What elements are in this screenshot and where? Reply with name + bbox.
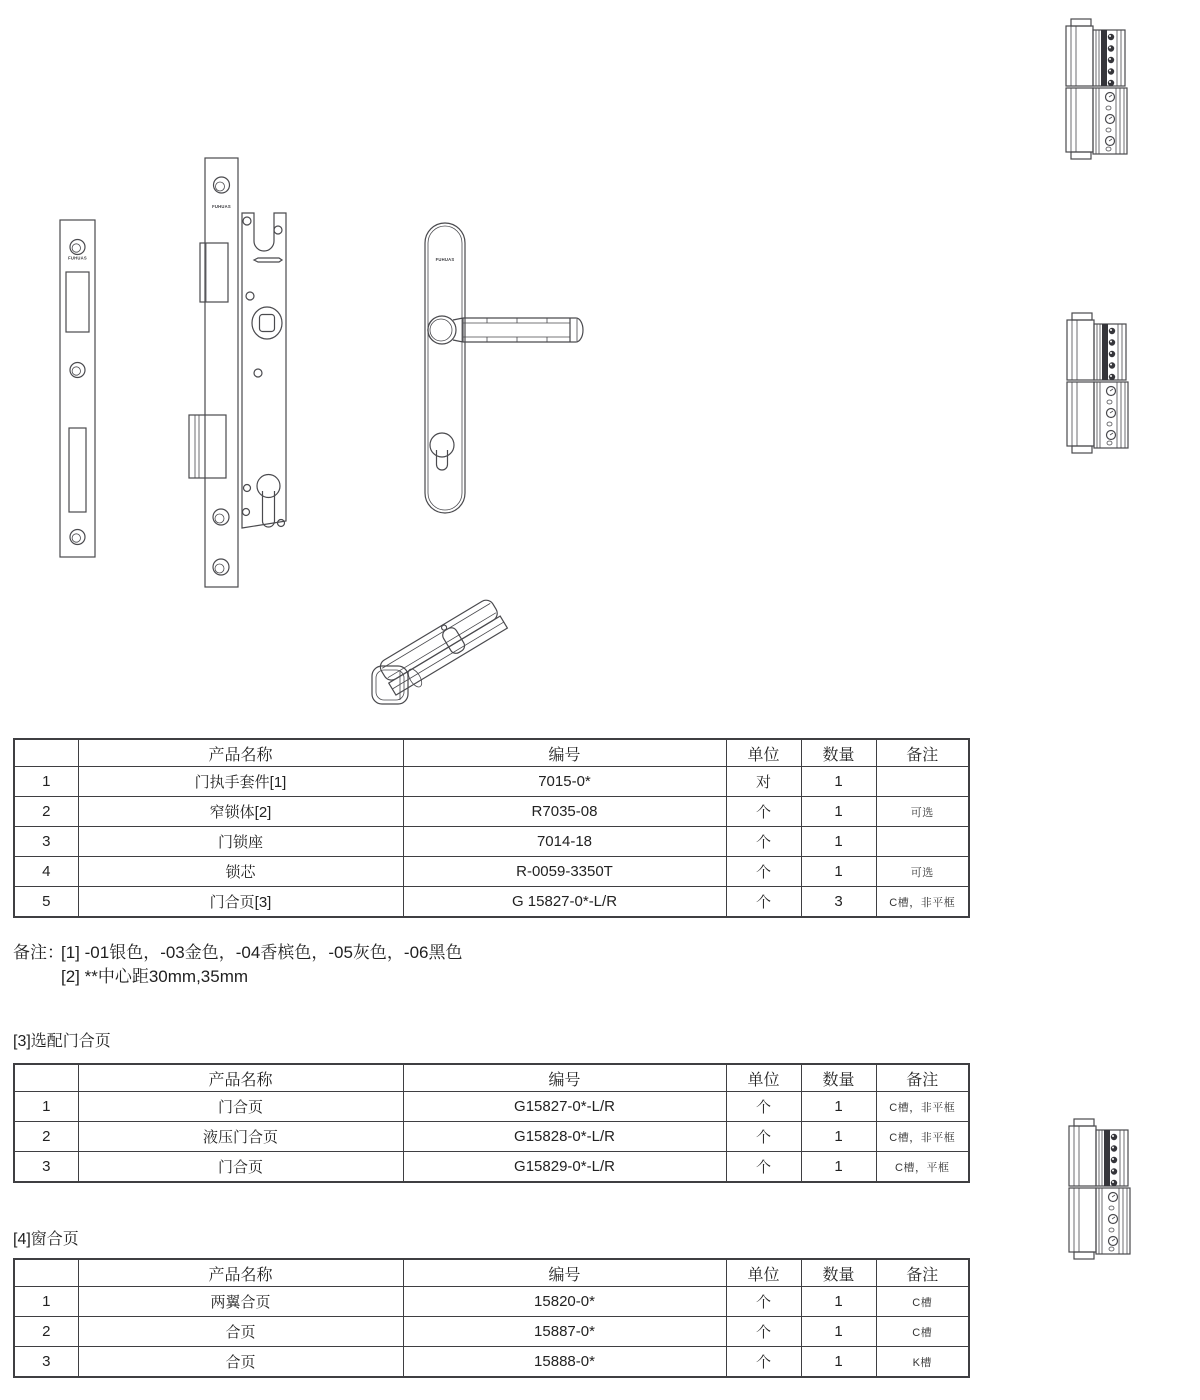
table-row	[14, 887, 969, 918]
cell: 1	[801, 857, 876, 887]
cell: 个	[726, 1287, 801, 1317]
cell: 可选	[876, 857, 969, 887]
cell: R7035-08	[403, 797, 726, 827]
cell: 1	[801, 1347, 876, 1378]
cell: 门合页	[78, 1092, 403, 1122]
cell: C槽，非平框	[876, 1122, 969, 1152]
col-header: 编号	[403, 1259, 726, 1287]
col-header: 单位	[726, 1064, 801, 1092]
cell: R-0059-3350T	[403, 857, 726, 887]
door-hinge-drawing	[1065, 312, 1129, 454]
cell: 3	[14, 1152, 78, 1183]
cell: 1	[801, 767, 876, 797]
col-header: 数量	[801, 1259, 876, 1287]
cell: 15888-0*	[403, 1347, 726, 1378]
col-header	[14, 739, 78, 767]
cell	[876, 767, 969, 797]
col-header	[14, 1064, 78, 1092]
door-handle-drawing	[420, 216, 600, 518]
cell: 3	[14, 827, 78, 857]
table-row	[14, 1317, 969, 1347]
cell: 个	[726, 857, 801, 887]
cell: C槽，非平框	[876, 887, 969, 918]
cell: 对	[726, 767, 801, 797]
col-header: 数量	[801, 1064, 876, 1092]
table-row	[14, 1152, 969, 1183]
cell: 个	[726, 1347, 801, 1378]
cell: 3	[801, 887, 876, 918]
cell: 个	[726, 1122, 801, 1152]
col-header: 产品名称	[78, 1064, 403, 1092]
col-header: 备注	[876, 739, 969, 767]
cell: 两翼合页	[78, 1287, 403, 1317]
cell: 个	[726, 1317, 801, 1347]
cell: 7015-0*	[403, 767, 726, 797]
header-row	[14, 1064, 969, 1092]
table-row	[14, 797, 969, 827]
notes-label: 备注：	[13, 943, 64, 962]
cell: 15820-0*	[403, 1287, 726, 1317]
cell: 2	[14, 797, 78, 827]
header-row	[14, 1259, 969, 1287]
cell: 门锁座	[78, 827, 403, 857]
col-header: 备注	[876, 1064, 969, 1092]
table-row	[14, 827, 969, 857]
cell: 个	[726, 1092, 801, 1122]
cell: 个	[726, 827, 801, 857]
table-row	[14, 1287, 969, 1317]
brand-logo: FUHUAS	[68, 255, 87, 261]
cell: G 15827-0*-L/R	[403, 887, 726, 918]
cell: 4	[14, 857, 78, 887]
col-header: 产品名称	[78, 1259, 403, 1287]
cell: 个	[726, 887, 801, 918]
cell: 1	[14, 1092, 78, 1122]
section-title-window-hinges: [4]窗合页	[13, 1231, 79, 1248]
cell: 1	[801, 797, 876, 827]
cell: 1	[14, 767, 78, 797]
cell: 窄锁体[2]	[78, 797, 403, 827]
cell: 个	[726, 797, 801, 827]
cell: G15827-0*-L/R	[403, 1092, 726, 1122]
cell: 液压门合页	[78, 1122, 403, 1152]
cell: 5	[14, 887, 78, 918]
cell: 1	[801, 1317, 876, 1347]
optional-door-hinges-table	[13, 1063, 970, 1183]
col-header: 备注	[876, 1259, 969, 1287]
note-line: [2] **中心距30mm,35mm	[61, 967, 249, 986]
cell: 1	[14, 1287, 78, 1317]
cell: 1	[801, 1287, 876, 1317]
cell: 1	[801, 1152, 876, 1183]
table-row	[14, 1122, 969, 1152]
cell: G15829-0*-L/R	[403, 1152, 726, 1183]
cell: 合页	[78, 1347, 403, 1378]
lock-cylinder-drawing	[366, 596, 516, 714]
note-line: [1] -01银色，-03金色，-04香槟色，-05灰色，-06黑色	[61, 943, 463, 962]
parts-list-table	[13, 738, 970, 918]
col-header	[14, 1259, 78, 1287]
cell: 个	[726, 1152, 801, 1183]
notes-block	[13, 941, 462, 989]
cell	[876, 827, 969, 857]
cell: 1	[801, 827, 876, 857]
cell: 锁芯	[78, 857, 403, 887]
section-title-optional-door-hinges: [3]选配门合页	[13, 1033, 111, 1050]
door-hinge-drawing	[1067, 1118, 1131, 1260]
door-hinge-drawing	[1064, 18, 1128, 160]
cell: C槽，平框	[876, 1152, 969, 1183]
table-row	[14, 1092, 969, 1122]
cell: G15828-0*-L/R	[403, 1122, 726, 1152]
brand-logo: FUHUAS	[435, 257, 455, 262]
cell: 1	[801, 1092, 876, 1122]
cell: 7014-18	[403, 827, 726, 857]
cell: C槽	[876, 1287, 969, 1317]
brand-logo: FUHUAS	[212, 204, 231, 209]
table-row	[14, 767, 969, 797]
cell: 1	[801, 1122, 876, 1152]
col-header: 数量	[801, 739, 876, 767]
lock-body-drawing	[186, 155, 296, 595]
cell: 合页	[78, 1317, 403, 1347]
cell: 门合页[3]	[78, 887, 403, 918]
strike-plate-drawing	[56, 216, 100, 562]
cell: 2	[14, 1317, 78, 1347]
col-header: 单位	[726, 739, 801, 767]
cell: C槽，非平框	[876, 1092, 969, 1122]
header-row	[14, 739, 969, 767]
col-header: 产品名称	[78, 739, 403, 767]
cell: 15887-0*	[403, 1317, 726, 1347]
cell: K槽	[876, 1347, 969, 1378]
table-row	[14, 1347, 969, 1378]
cell: C槽	[876, 1317, 969, 1347]
cell: 3	[14, 1347, 78, 1378]
col-header: 单位	[726, 1259, 801, 1287]
cell: 2	[14, 1122, 78, 1152]
table-row	[14, 857, 969, 887]
col-header: 编号	[403, 1064, 726, 1092]
cell: 门执手套件[1]	[78, 767, 403, 797]
window-hinges-table	[13, 1258, 970, 1378]
col-header: 编号	[403, 739, 726, 767]
cell: 门合页	[78, 1152, 403, 1183]
cell: 可选	[876, 797, 969, 827]
